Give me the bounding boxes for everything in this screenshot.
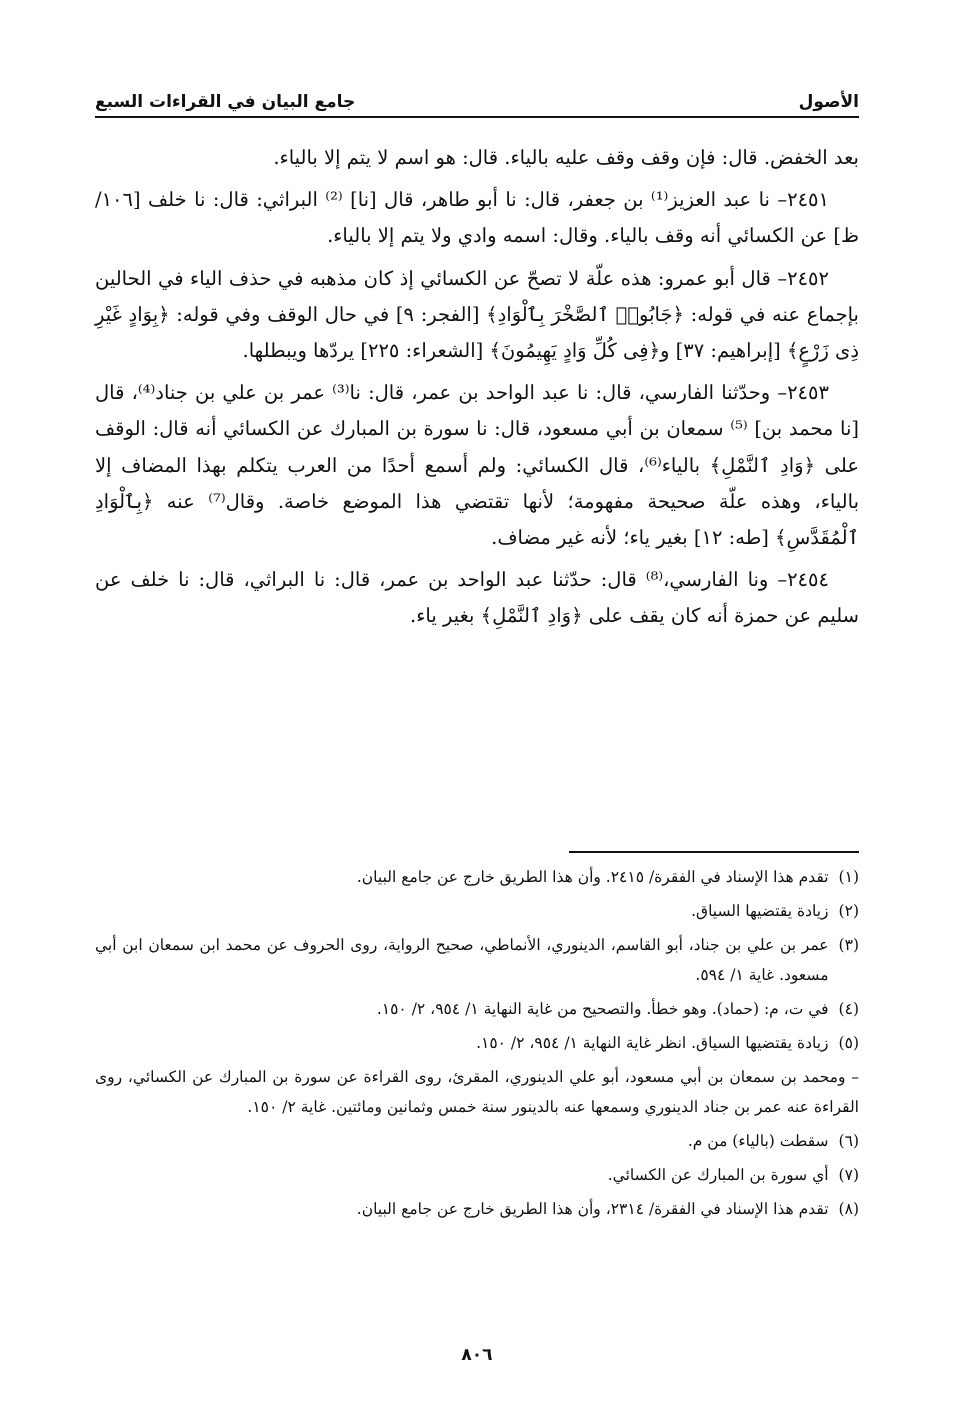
section-title: الأصول [798, 92, 859, 112]
footnote [95, 1160, 859, 1190]
footnote-text: في ت، م: (حماد). وهو خطأ. والتصحيح من غاية النهاية ١/ ٩٥٤، ٢/ ١٥٠. [376, 1000, 829, 1018]
footnote-divider [569, 851, 859, 853]
footnote [95, 994, 859, 1024]
footnote [95, 1194, 859, 1224]
paragraph-2453: ٢٤٥٣– وحدّثنا الفارسي، قال: نا عبد الواحد بن عمر، قال: نا⁽³⁾ عمر بن علي بن جناد⁽⁴⁾، قال [نا محمد بن] ⁽⁵⁾ سمعان بن أبي مسعود، قال: نا سورة بن المبارك عن الكسائي أنه قال: الوقف على ﴿وَادِ ٱلنَّمْلِ﴾ بالياء⁽⁶⁾، قال الكسائي: ولم أسمع أحدًا من العرب يتكلم بهذا المضاف إلا بالياء، وهذه علّة صحيحة مفهومة؛ لأنها تقتضي هذا الموضع خاصة. وقال⁽⁷⁾ عنه ﴿بِٱلْوَادِ ٱلْمُقَدَّسِ﴾ [طه: ١٢] بغير ياء؛ لأنه غير مضاف. [95, 381, 859, 550]
footnote-number: (٣) [838, 936, 859, 954]
paragraph-2451: ٢٤٥١– نا عبد العزيز⁽¹⁾ بن جعفر، قال: نا أبو طاهر، قال [نا] ⁽²⁾ البراثي: قال: نا خلف [١٠٦/ظ] عن الكسائي أنه وقف بالياء. وقال: اسمه وادي ولا يتم إلا بالياء. [95, 188, 859, 248]
footnote-text: سقطت (بالياء) من م. [687, 1132, 829, 1150]
book-title: جامع البيان في القراءات السبع [95, 92, 356, 112]
footnote [95, 930, 859, 990]
paragraph-2454: ٢٤٥٤– ونا الفارسي،⁽⁸⁾ قال: حدّثنا عبد الواحد بن عمر، قال: نا البراثي، قال: نا خلف عن سليم عن حمزة أنه كان يقف على ﴿وَادِ ٱلنَّمْلِ﴾ بغير ياء. [95, 568, 859, 628]
footnote-text: عمر بن علي بن جناد، أبو القاسم، الدينوري، الأنماطي، صحيح الرواية، روى الحروف عن محمد ابن سمعان ابن أبي مسعود. غاية ١/ ٥٩٤. [95, 936, 829, 984]
footnote-number: (٤) [838, 1000, 859, 1018]
paragraph-2452: ٢٤٥٢– قال أبو عمرو: هذه علّة لا تصحّ عن الكسائي إذ كان مذهبه في حذف الياء في الحالين بإجماع عنه في قوله: ﴿جَابُوا۟ ٱلصَّخْرَ بِٱلْوَادِ﴾ [الفجر: ٩] في حال الوقف وفي قوله: ﴿بِوَادٍ غَيْرِ ذِى زَرْعٍ﴾ [إبراهيم: ٣٧] و﴿فِى كُلِّ وَادٍ يَهِيمُونَ﴾ [الشعراء: ٢٢٥] يردّها ويبطلها. [95, 266, 859, 363]
running-header [95, 78, 859, 118]
footnote-number: (١) [838, 868, 859, 886]
page-number: ٨٠٦ [461, 1345, 493, 1365]
footnote [95, 1028, 859, 1058]
footnote-text: – ومحمد بن سمعان بن أبي مسعود، أبو علي الدينوري، المقرئ، روى القراءة عن سورة بن المبارك عن الكسائي، روى القراءة عنه عمر بن جناد الدينوري وسمعها عنه بالدينور سنة خمس وثمانين ومائتين. غاية ٢/ ١٥٠. [95, 1068, 859, 1116]
footnote-number: (٥) [838, 1034, 859, 1052]
footnote-text: زيادة يقتضيها السياق. [691, 902, 829, 920]
paragraph-continuation: بعد الخفض. قال: فإن وقف وقف عليه بالياء. قال: هو اسم لا يتم إلا بالياء. [273, 146, 859, 169]
footnote [95, 896, 859, 926]
footnote-number: (٧) [838, 1166, 859, 1184]
footnote-text: تقدم هذا الإسناد في الفقرة/ ٢٤١٥. وأن هذا الطريق خارج عن جامع البيان. [356, 868, 829, 886]
footnote-text: أي سورة بن المبارك عن الكسائي. [607, 1166, 829, 1184]
footnotes [95, 862, 859, 1228]
footnote-number: (٨) [838, 1200, 859, 1218]
footnote-number: (٢) [838, 902, 859, 920]
footnote [95, 862, 859, 892]
footnote [95, 1126, 859, 1156]
footnote-number: (٦) [838, 1132, 859, 1150]
footnote-text: زيادة يقتضيها السياق. انظر غاية النهاية ١/ ٩٥٤، ٢/ ١٥٠. [476, 1034, 829, 1052]
footnote-continuation [95, 1062, 859, 1122]
footnote-text: تقدم هذا الإسناد في الفقرة/ ٢٣١٤، وأن هذا الطريق خارج عن جامع البيان. [356, 1200, 829, 1218]
main-text [95, 140, 859, 641]
